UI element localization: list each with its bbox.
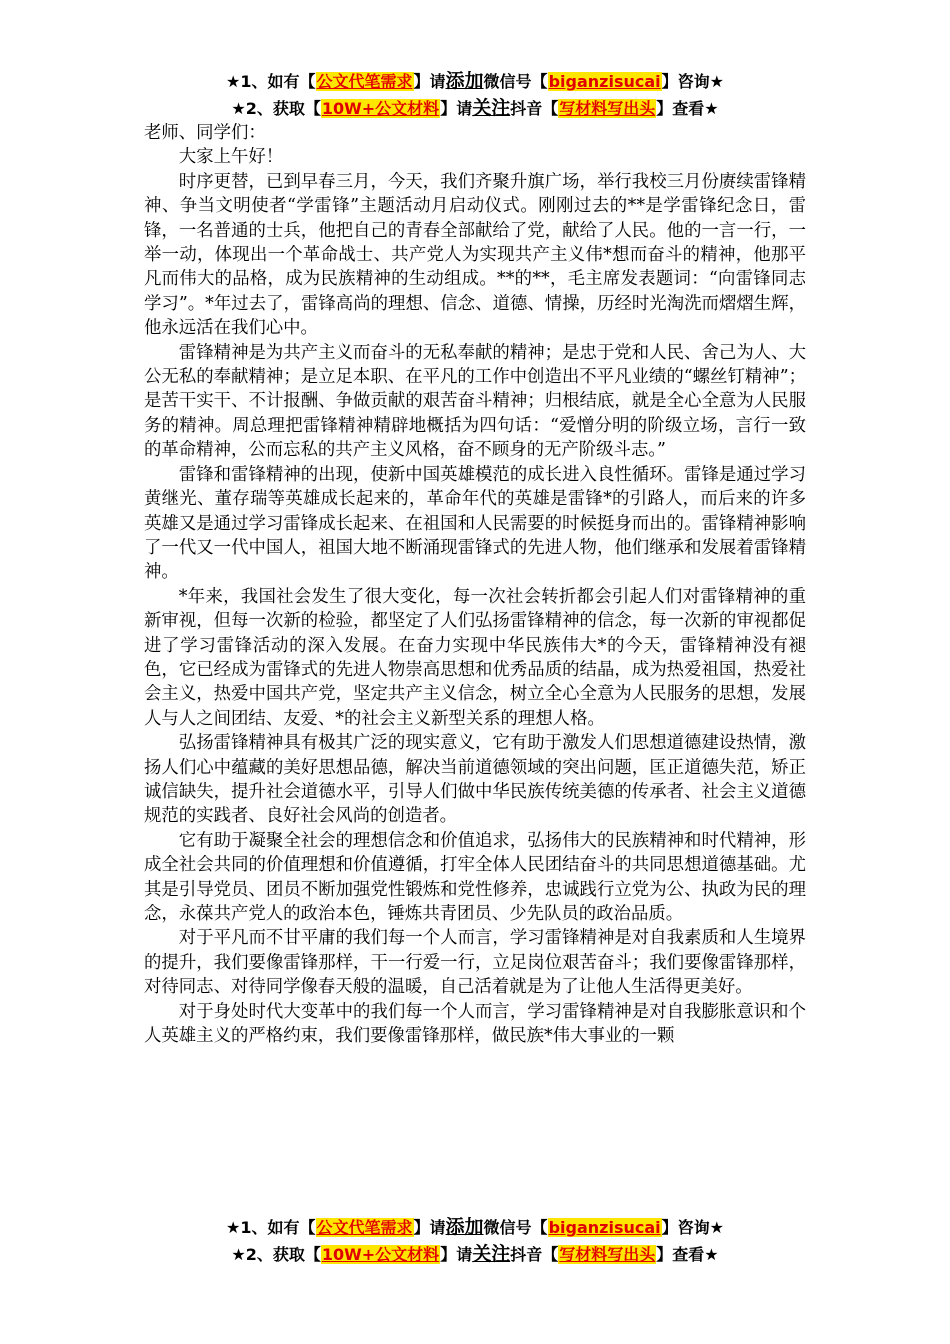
banner-text: ★1、如有【 — [226, 72, 316, 91]
banner-line-1 — [0, 68, 950, 95]
banner-text: 抖音【 — [510, 1245, 559, 1264]
paragraph: 对于身处时代大变革中的我们每一个人而言，学习雷锋精神是对自我膨胀意识和个人英雄主义的严格约束，我们要像雷锋那样，做民族*伟大事业的一颗 — [144, 1001, 806, 1047]
banner-highlight: biganzisucai — [548, 1218, 661, 1237]
banner-highlight: 公文代笔需求 — [316, 72, 413, 91]
banner-text: 】请 — [413, 1218, 446, 1237]
banner-highlight: 写材料写出头 — [559, 99, 656, 118]
banner-text: 】请 — [440, 99, 473, 118]
banner-line-2 — [0, 1241, 950, 1268]
paragraph: 时序更替，已到早春三月，今天，我们齐聚升旗广场，举行我校三月份赓续雷锋精神、争当文明使者“学雷锋”主题活动月启动仪式。刚刚过去的**是学雷锋纪念日，雷锋，一名普通的士兵，他把自己的青春全部献给了党，献给了人民。他的一言一行，一举一动，体现出一个革命战士、共产党人为实现共产主义伟*想而奋斗的精神，他那平凡而伟大的品格，成为民族精神的生动组成。**的**，毛主席发表题词：“向雷锋同志学习”。*年过去了，雷锋高尚的理想、信念、道德、情操，历经时光淘洗而熠熠生辉，他永远活在我们心中。 — [144, 171, 806, 339]
banner-emphasis: 添加 — [445, 70, 484, 92]
header-banner — [0, 68, 950, 122]
paragraph: 弘扬雷锋精神具有极其广泛的现实意义，它有助于激发人们思想道德建设热情，激扬人们心中蕴藏的美好思想品德，解决当前道德领域的突出问题，匡正道德失范，矫正诚信缺失，提升社会道德水平，引导人们做中华民族传统美德的传承者、社会主义道德规范的实践者、良好社会风尚的创造者。 — [144, 733, 806, 827]
banner-text: ★2、获取【 — [231, 1245, 321, 1264]
banner-highlight: biganzisucai — [548, 72, 661, 91]
paragraph: 它有助于凝聚全社会的理想信念和价值追求，弘扬伟大的民族精神和时代精神，形成全社会共同的价值理想和价值遵循，打牢全体人民团结奋斗的共同思想道德基础。尤其是引导党员、团员不断加强党性锻炼和党性修养，忠诚践行立党为公、执政为民的理念，永葆共产党人的政治本色，锤炼共青团员、少先队员的政治品质。 — [144, 830, 806, 924]
paragraph: *年来，我国社会发生了很大变化，每一次社会转折都会引起人们对雷锋精神的重新审视，但每一次新的检验，都坚定了人们弘扬雷锋精神的信念，每一次新的审视都促进了学习雷锋活动的深入发展。在奋力实现中华民族伟大*的今天，雷锋精神没有褪色，它已经成为雷锋式的先进人物崇高思想和优秀品质的结晶，成为热爱祖国，热爱社会主义，热爱中国共产党，坚定共产主义信念，树立全心全意为人民服务的思想，发展人与人之间团结、友爱、*的社会主义新型关系的理想人格。 — [144, 586, 806, 729]
paragraph: 雷锋和雷锋精神的出现，使新中国英雄模范的成长进入良性循环。雷锋是通过学习黄继光、董存瑞等英雄成长起来的，革命年代的英雄是雷锋*的引路人，而后来的许多英雄又是通过学习雷锋成长起来、在祖国和人民需要的时候挺身而出的。雷锋精神影响了一代又一代中国人，祖国大地不断涌现雷锋式的先进人物，他们继承和发展着雷锋精神。 — [144, 464, 806, 583]
paragraph: 雷锋精神是为共产主义而奋斗的无私奉献的精神；是忠于党和人民、舍己为人、大公无私的奉献精神；是立足本职、在平凡的工作中创造出不平凡业绩的“螺丝钉精神”；是苦干实干、不计报酬、争做贡献的艰苦奋斗精神；归根结底，就是全心全意为人民服务的精神。周总理把雷锋精神精辟地概括为四句话：“爱憎分明的阶级立场，言行一致的革命精神，公而忘私的共产主义风格，奋不顾身的无产阶级斗志。” — [144, 342, 806, 461]
banner-text: 微信号【 — [483, 72, 548, 91]
paragraph: 大家上午好！ — [178, 147, 284, 168]
salutation: 老师、同学们： — [144, 123, 266, 143]
banner-line-1 — [0, 1214, 950, 1241]
banner-text: 】咨询★ — [661, 1218, 724, 1237]
banner-highlight: 写材料写出头 — [559, 1245, 656, 1264]
banner-emphasis: 添加 — [445, 1216, 484, 1238]
banner-emphasis: 关注 — [472, 97, 511, 119]
banner-text: ★1、如有【 — [226, 1218, 316, 1237]
banner-emphasis: 关注 — [472, 1243, 511, 1265]
banner-line-2 — [0, 95, 950, 122]
banner-highlight: 10W+公文材料 — [321, 99, 440, 118]
banner-text: 】请 — [440, 1245, 473, 1264]
banner-text: 】请 — [413, 72, 446, 91]
speech-body — [144, 121, 806, 1048]
banner-text: 】咨询★ — [661, 72, 724, 91]
banner-text: 抖音【 — [510, 99, 559, 118]
paragraph: 对于平凡而不甘平庸的我们每一个人而言，学习雷锋精神是对自我素质和人生境界的提升，我们要像雷锋那样，干一行爱一行，立足岗位艰苦奋斗；我们要像雷锋那样，对待同志、对待同学像春天般的温暖，自己活着就是为了让他人生活得更美好。 — [144, 928, 806, 998]
banner-text: 】查看★ — [656, 1245, 719, 1264]
banner-text: 】查看★ — [656, 99, 719, 118]
banner-text: 微信号【 — [483, 1218, 548, 1237]
banner-highlight: 10W+公文材料 — [321, 1245, 440, 1264]
footer-banner — [0, 1214, 950, 1268]
banner-highlight: 公文代笔需求 — [316, 1218, 413, 1237]
banner-text: ★2、获取【 — [231, 99, 321, 118]
